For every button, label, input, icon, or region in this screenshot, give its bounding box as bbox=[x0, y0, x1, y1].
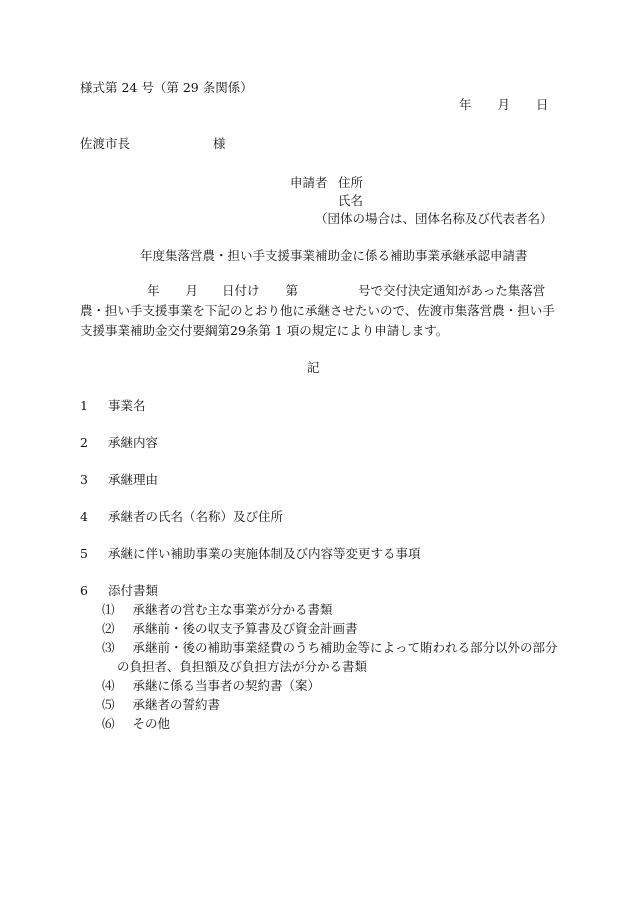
item-label: 添付書類 bbox=[107, 583, 158, 598]
item-label: 事業名 bbox=[107, 398, 146, 413]
list-item bbox=[80, 509, 283, 524]
attachment-text: 承継者の営む主な事業が分かる書類 bbox=[132, 602, 333, 617]
list-item bbox=[80, 583, 158, 598]
attachment-item bbox=[102, 716, 170, 731]
body-line-3: 支援事業補助金交付要綱第29条第 1 項の規定により申請します。 bbox=[80, 323, 449, 338]
body-number-prefix: 第 bbox=[285, 283, 299, 298]
attachment-text: 承継前・後の収支予算書及び資金計画書 bbox=[132, 621, 358, 636]
attachment-number: ⑴ bbox=[102, 602, 115, 617]
attachment-number: ⑷ bbox=[102, 678, 115, 693]
item-label: 承継者の氏名（名称）及び住所 bbox=[107, 509, 283, 524]
applicant-note: （団体の場合は、団体名称及び代表者名） bbox=[315, 211, 553, 226]
item-number: 6 bbox=[80, 583, 88, 598]
item-number: 2 bbox=[80, 435, 88, 450]
list-item bbox=[80, 398, 145, 413]
attachment-item bbox=[102, 621, 358, 636]
attachment-item bbox=[102, 697, 220, 712]
attachment-text: 承継前・後の補助事業経費のうち補助金等によって賄われる部分以外の部分 bbox=[132, 640, 558, 655]
attachment-number: ⑸ bbox=[102, 697, 115, 712]
item-label: 承継内容 bbox=[107, 435, 158, 450]
date-year: 年 bbox=[459, 97, 472, 112]
item-number: 5 bbox=[80, 546, 88, 561]
date-day: 日 bbox=[536, 97, 549, 112]
attachment-number: ⑶ bbox=[102, 640, 115, 655]
addressee-name: 佐渡市長 bbox=[80, 136, 131, 151]
attachment-item bbox=[102, 602, 333, 617]
item-number: 1 bbox=[80, 398, 88, 413]
list-item bbox=[80, 546, 420, 561]
attachment-number: ⑹ bbox=[102, 716, 115, 731]
body-line-1 bbox=[147, 283, 298, 298]
list-item bbox=[80, 435, 158, 450]
applicant-address-label: 住所 bbox=[338, 175, 364, 190]
attachment-text: その他 bbox=[132, 716, 171, 731]
ki-marker: 記 bbox=[307, 360, 320, 375]
attachment-item bbox=[102, 678, 320, 693]
body-line-1-rest: 号で交付決定通知があった集落営 bbox=[358, 283, 546, 298]
attachment-item bbox=[102, 640, 558, 655]
applicant-name-label: 氏名 bbox=[338, 193, 364, 208]
item-number: 3 bbox=[80, 472, 88, 487]
item-label: 承継に伴い補助事業の実施体制及び内容等変更する事項 bbox=[107, 546, 421, 561]
attachment-text: 承継者の誓約書 bbox=[132, 697, 221, 712]
date-line bbox=[459, 97, 549, 112]
body-year: 年 bbox=[147, 283, 160, 298]
form-number: 様式第 24 号（第 29 条関係） bbox=[80, 80, 253, 95]
item-number: 4 bbox=[80, 509, 88, 524]
applicant-label: 申請者 bbox=[290, 175, 328, 190]
attachment-continuation: の負担者、負担額及び負担方法が分かる書類 bbox=[117, 659, 368, 674]
addressee-honorific: 様 bbox=[213, 136, 226, 151]
item-label: 承継理由 bbox=[107, 472, 158, 487]
document-title: 年度集落営農・担い手支援事業補助金に係る補助事業承継承認申請書 bbox=[140, 248, 528, 263]
body-month: 月 bbox=[185, 283, 199, 298]
attachment-number: ⑵ bbox=[102, 621, 115, 636]
body-line-2: 農・担い手支援事業を下記のとおり他に承継させたいので、佐渡市集落営農・担い手 bbox=[80, 303, 555, 318]
body-dated: 日付け bbox=[222, 283, 260, 298]
attachment-text: 承継に係る当事者の契約書（案） bbox=[132, 678, 321, 693]
addressee bbox=[80, 136, 130, 151]
date-month: 月 bbox=[497, 97, 511, 112]
list-item bbox=[80, 472, 158, 487]
